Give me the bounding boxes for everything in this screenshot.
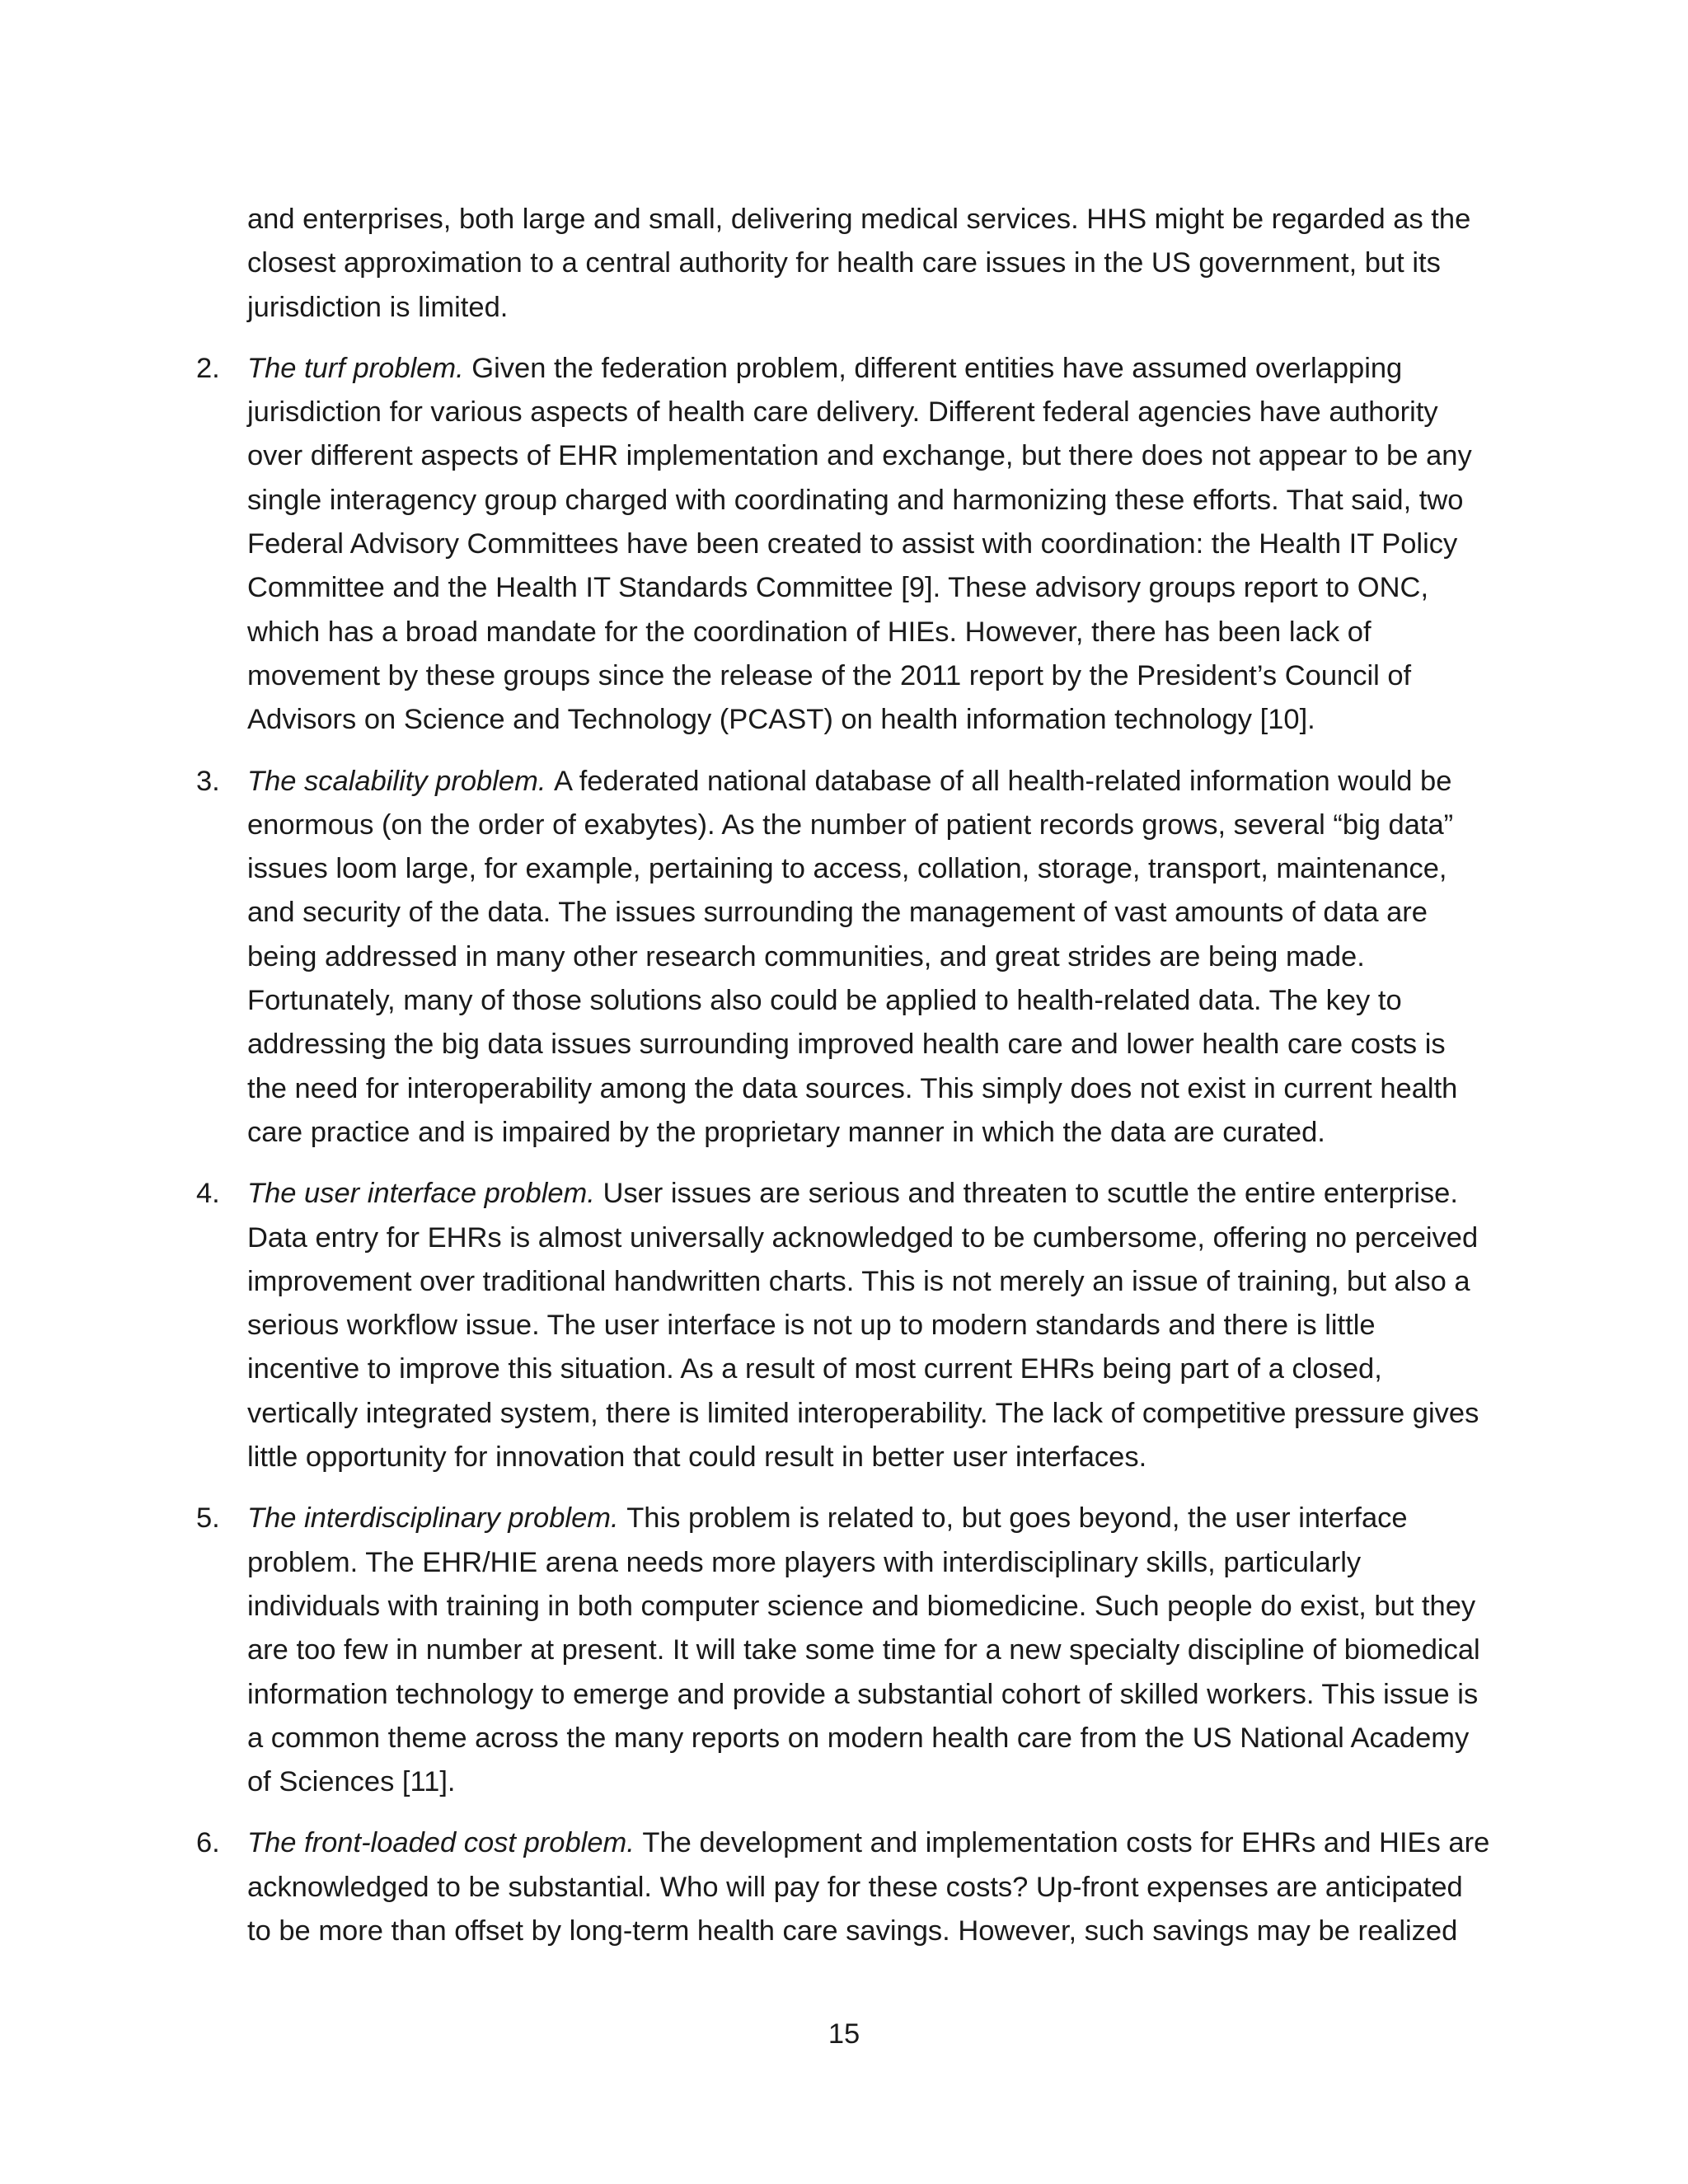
continuation-paragraph: and enterprises, both large and small, delivering medical services. HHS might be regarded as the closest approximation to a central authority for health care issues in the US government, but its jurisdiction is limited. — [247, 204, 1471, 323]
list-item-number: 3. — [196, 765, 220, 797]
list-item-title: The turf problem. — [247, 352, 472, 384]
list-item-number: 6. — [196, 1827, 220, 1859]
list-item-title: The interdisciplinary problem. — [247, 1502, 627, 1535]
list-item-number: 4. — [196, 1178, 220, 1210]
list-item-number: 2. — [196, 352, 220, 384]
page-number: 15 — [828, 2018, 860, 2050]
list-item — [196, 1497, 1492, 1804]
list-item-body: This problem is related to, but goes beyond, the user interface problem. The EHR/HIE arena needs more players with interdisciplinary skills, particularly individuals with training in both computer science and biomedicine. Such people do exist, but they are too few in number at present. It will take some time for a new specialty discipline of biomedical information technology to emerge and provide a substantial cohort of skilled workers. This issue is a common theme across the many reports on modern health care from the US National Academy of Sciences [11]. — [247, 1502, 1480, 1798]
list-item — [196, 760, 1492, 1155]
list-item — [196, 347, 1492, 743]
list-item-title: The user interface problem. — [247, 1178, 603, 1210]
list-item-title: The front-loaded cost problem. — [247, 1827, 643, 1859]
list-item-body: Given the federation problem, different entities have assumed overlapping jurisdiction for various aspects of health care delivery. Different federal agencies have authority over different aspects of EHR implementation and exchange, but there does not appear to be any single interagency group charged with coordinating and harmonizing these efforts. That said, two Federal Advisory Committees have been created to assist with coordination: the Health IT Policy Committee and the Health IT Standards Committee [9]. These advisory groups report to ONC, which has a broad mandate for the coordination of HIEs. However, there has been lack of movement by these groups since the release of the 2011 report by the President’s Council of Advisors on Science and Technology (PCAST) on health information technology [10]. — [247, 352, 1472, 736]
list-item-body: A federated national database of all health-related information would be enormous (on the order of exabytes). As the number of patient records grows, several “big data” issues loom large, for example, pertaining to access, collation, storage, transport, maintenance, and security of the data. The issues surrounding the management of vast amounts of data are being addressed in many other research communities, and great strides are being made. Fortunately, many of those solutions also could be applied to health-related data. The key to addressing the big data issues surrounding improved health care and lower health care costs is the need for interoperability among the data sources. This simply does not exist in current health care practice and is impaired by the proprietary manner in which the data are curated. — [247, 765, 1458, 1148]
list-item — [196, 1172, 1492, 1479]
list-item-title: The scalability problem. — [247, 765, 554, 797]
page-content — [196, 198, 1492, 1971]
list-item-number: 5. — [196, 1502, 220, 1535]
list-item-body: The development and implementation costs for EHRs and HIEs are acknowledged to be substantial. Who will pay for these costs? Up-front expenses are anticipated to be more than offset by long-term health care savings. However, such savings may be realized — [247, 1827, 1490, 1947]
list-item-body: User issues are serious and threaten to scuttle the entire enterprise. Data entry for EHRs is almost universally acknowledged to be cumbersome, offering no perceived improvement over traditional handwritten charts. This is not merely an issue of training, but also a serious workflow issue. The user interface is not up to modern standards and there is little incentive to improve this situation. As a result of most current EHRs being part of a closed, vertically integrated system, there is limited interoperability. The lack of competitive pressure gives little opportunity for innovation that could result in better user interfaces. — [247, 1178, 1479, 1474]
list-item — [196, 1821, 1492, 1953]
